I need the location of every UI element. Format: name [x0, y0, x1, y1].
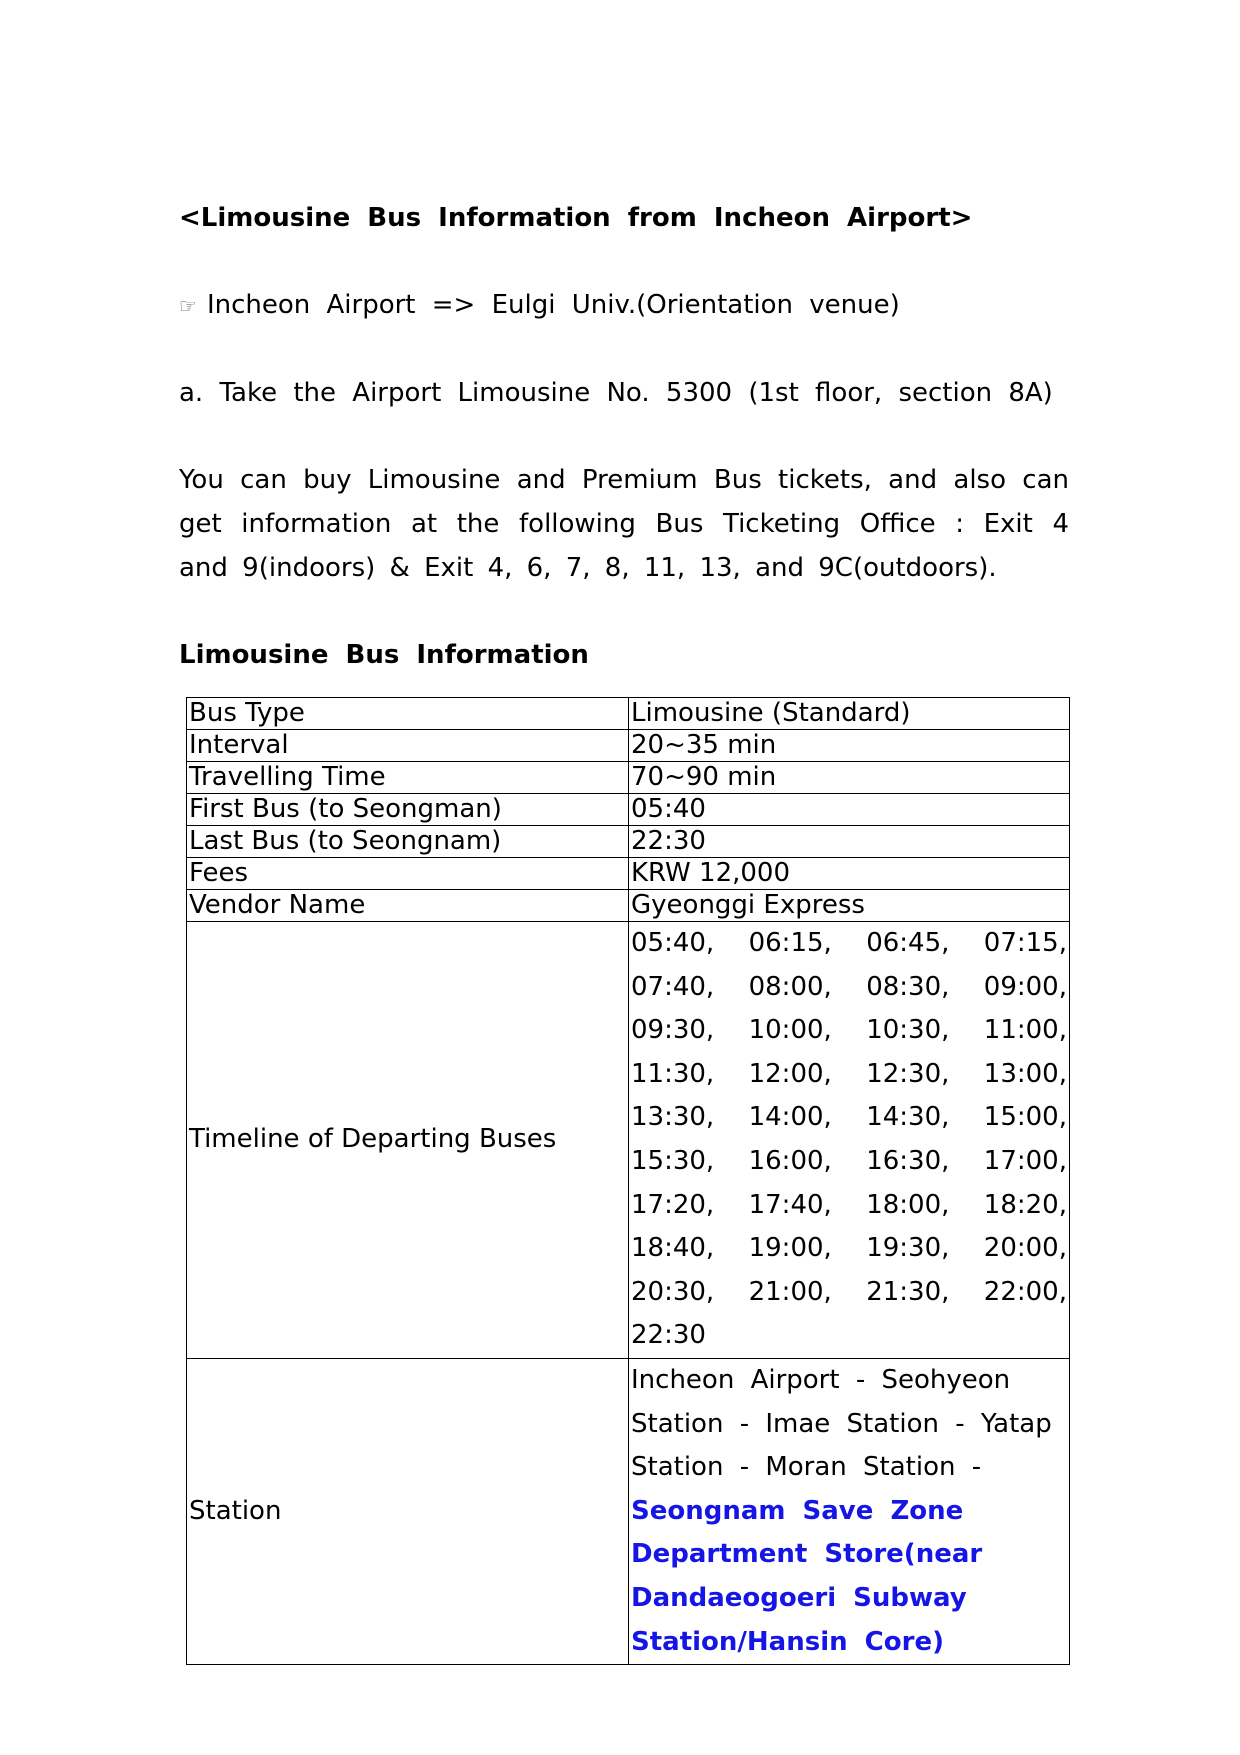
station-values: [629, 1358, 1070, 1664]
row-value: KRW 12,000: [629, 858, 1070, 890]
row-label: Travelling Time: [187, 762, 629, 794]
table-row: [187, 698, 1070, 730]
row-label: Vendor Name: [187, 890, 629, 922]
row-value: 22:30: [629, 826, 1070, 858]
timeline-row: [187, 922, 1070, 1359]
table-row: [187, 794, 1070, 826]
instruction-text: a. Take the Airport Limousine No. 5300 (1st floor, section 8A): [179, 378, 1053, 408]
table-row: [187, 826, 1070, 858]
pointing-hand-icon: ☞: [179, 294, 197, 318]
row-label: Last Bus (to Seongnam): [187, 826, 629, 858]
table-row: [187, 762, 1070, 794]
row-label: Bus Type: [187, 698, 629, 730]
timeline-label: Timeline of Departing Buses: [187, 922, 629, 1359]
row-value: Limousine (Standard): [629, 698, 1070, 730]
row-value: 70~90 min: [629, 762, 1070, 794]
station-highlight-text: Seongnam Save Zone Department Store(near Dandaeogoeri Subway Station/Hansin Core): [631, 1495, 983, 1657]
station-route-text: Incheon Airport - Seohyeon Station - Imae Station - Yatap Station - Moran Station -: [631, 1364, 1052, 1483]
table-row: [187, 730, 1070, 762]
table-row: [187, 890, 1070, 922]
table-row: [187, 858, 1070, 890]
row-value: 05:40: [629, 794, 1070, 826]
row-label: Interval: [187, 730, 629, 762]
bus-info-table: [186, 697, 1070, 1665]
row-value: 20~35 min: [629, 730, 1070, 762]
timeline-values: 05:40, 06:15, 06:45, 07:15, 07:40, 08:00, 08:30, 09:00, 09:30, 10:00, 10:30, 11:00, 11:30, 12:00, 12:30, 13:00, 13:30, 14:00, 14:30, 15:00, 15:30, 16:00, 16:30, 17:00, 17:20, 17:40, 18:00, 18:20, 18:40, 19:00, 19:30, 20:00, 20:30, 21:00, 21:30, 22:00, 22:30: [629, 922, 1070, 1359]
page-title: <Limousine Bus Information from Incheon Airport>: [179, 203, 973, 233]
row-value: Gyeonggi Express: [629, 890, 1070, 922]
station-row: [187, 1358, 1070, 1664]
row-label: First Bus (to Seongman): [187, 794, 629, 826]
row-label: Fees: [187, 858, 629, 890]
station-label: Station: [187, 1358, 629, 1664]
route-text: Incheon Airport => Eulgi Univ.(Orientation venue): [206, 290, 900, 320]
route-line: [179, 290, 900, 320]
ticket-info-paragraph: You can buy Limousine and Premium Bus tickets, and also can get information at the following Bus Ticketing Office : Exit 4 and 9(indoors) & Exit 4, 6, 7, 8, 11, 13, and 9C(outdoors).: [179, 465, 1069, 583]
section-title: Limousine Bus Information: [179, 640, 589, 670]
